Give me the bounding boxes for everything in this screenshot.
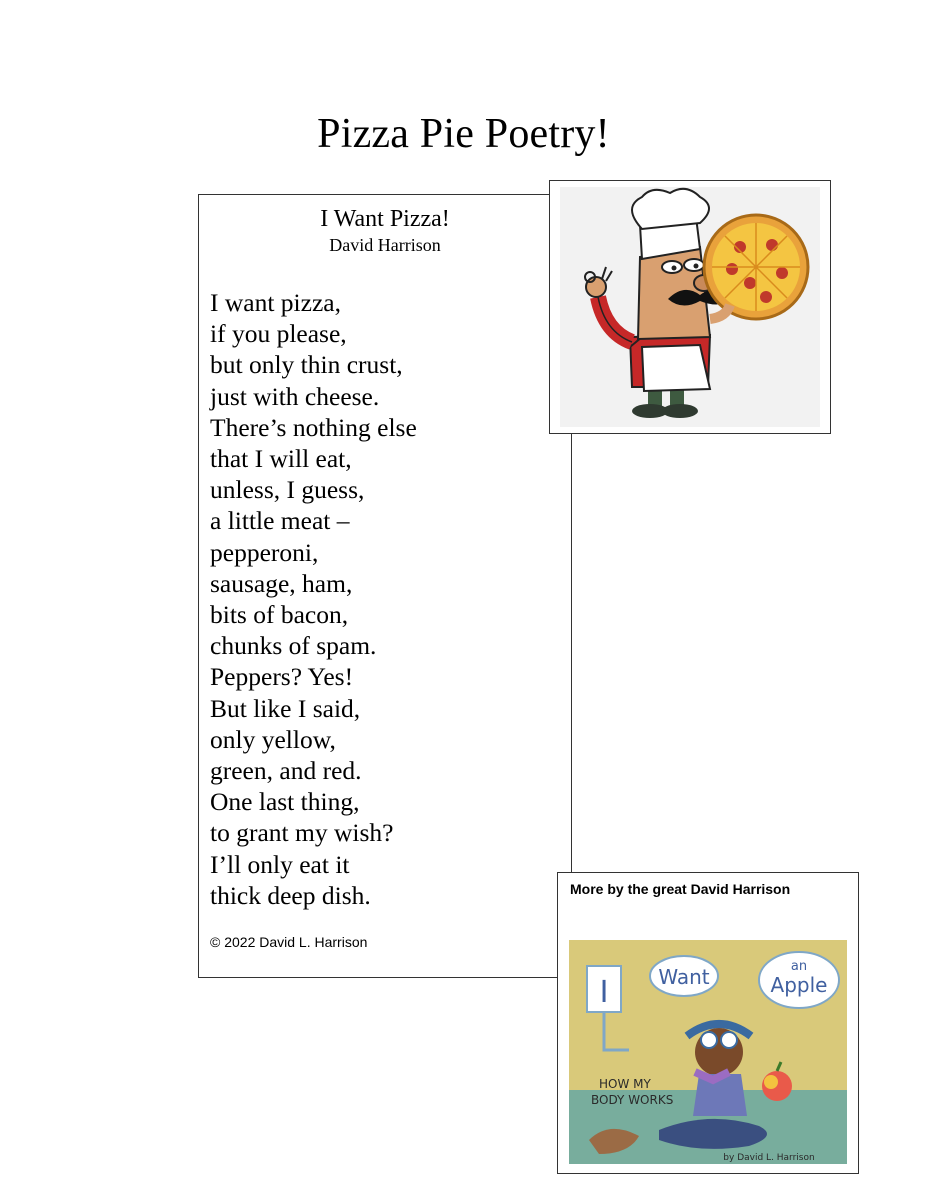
poem-box	[198, 194, 572, 978]
cover-word-want: Want	[658, 965, 710, 989]
poem-line: pepperoni,	[210, 537, 319, 567]
copyright-notice: © 2022 David L. Harrison	[210, 934, 368, 950]
cover-subtitle-line2: BODY WORKS	[591, 1093, 674, 1107]
poem-line: But like I said,	[210, 693, 361, 723]
book-promo-box	[557, 872, 859, 1174]
cover-subtitle-line1: HOW MY	[599, 1077, 651, 1091]
chef-image-box	[549, 180, 831, 434]
cover-word-apple: Apple	[770, 973, 828, 997]
pizza-chef-illustration	[560, 187, 820, 427]
cover-author: by David L. Harrison	[723, 1153, 815, 1163]
poem-line: thick deep dish.	[210, 880, 371, 910]
poem-lines	[210, 287, 417, 911]
poem-line: green, and red.	[210, 756, 362, 786]
poem-title: I Want Pizza!	[320, 206, 450, 232]
poem-line: Peppers? Yes!	[210, 662, 354, 692]
poem-line: One last thing,	[210, 787, 360, 817]
cover-word-an: an	[790, 959, 808, 974]
cover-word-i: I	[599, 975, 609, 1010]
page-title: Pizza Pie Poetry!	[317, 111, 610, 157]
poem-line: to grant my wish?	[210, 818, 394, 848]
poem-line: unless, I guess,	[210, 475, 365, 505]
poem-line: a little meat –	[210, 506, 350, 536]
poem-line: I want pizza,	[210, 288, 341, 317]
poem-line: sausage, ham,	[210, 568, 353, 598]
poem-line: There’s nothing else	[210, 412, 417, 442]
poem-line: that I will eat,	[210, 444, 352, 474]
poem-author: David Harrison	[329, 235, 441, 255]
poem-line: I’ll only eat it	[210, 849, 350, 879]
poem-line: bits of bacon,	[210, 600, 349, 630]
poem-line: just with cheese.	[210, 381, 380, 411]
book-cover-image	[569, 940, 847, 1164]
poem-line: but only thin crust,	[210, 350, 403, 380]
poem-line: if you please,	[210, 319, 347, 349]
poem-line: chunks of spam.	[210, 631, 377, 661]
poem-line: only yellow,	[210, 724, 336, 754]
book-caption: More by the great David Harrison	[570, 881, 791, 897]
